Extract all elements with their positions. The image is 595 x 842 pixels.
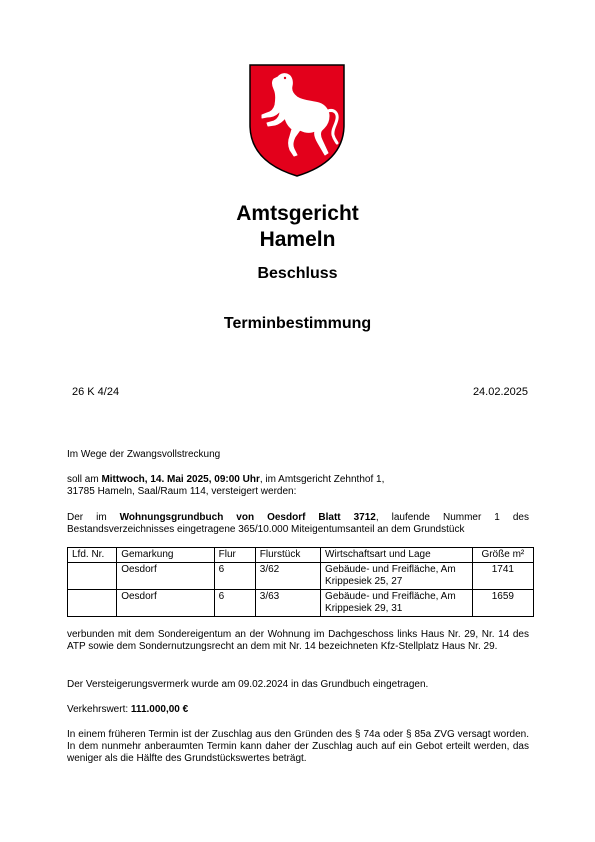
document-date: 24.02.2025 [472,386,528,398]
cell-district: Oesdorf [117,590,214,617]
col-header-parcel: Flurstück [255,548,320,563]
schedule-post: , im Amtsgericht Zehnthof 1, [259,474,385,485]
table-row [68,590,534,617]
cell-number [68,563,117,590]
property-register: Wohnungsgrundbuch von Oesdorf Blatt 3712 [119,512,376,523]
cell-number [68,590,117,617]
register-note: Der Versteigerungsvermerk wurde am 09.02.2024 in das Grundbuch eingetragen. [67,679,429,690]
court-name-line2: Hameln [259,228,336,251]
property-post: , laufende Nummer 1 des Bestandsverzeichnisses eingetragene 365/10.000 Miteigentumsanteil an dem Grundstück [67,512,529,535]
col-header-flur: Flur [214,548,255,563]
col-header-district: Gemarkung [117,548,214,563]
parcel-table [67,547,534,617]
cell-flur: 6 [214,563,255,590]
cell-usage: Gebäude- und Freifläche, Am Krippesiek 25, 27 [321,563,473,590]
property-pre: Der im [67,512,120,523]
cell-usage: Gebäude- und Freifläche, Am Krippesiek 29, 31 [321,590,473,617]
market-value-label: Verkehrswert: [67,704,131,715]
cell-size: 1659 [472,590,533,617]
cell-flur: 6 [214,590,255,617]
decision-title: Beschluss [257,265,338,282]
lower-saxony-horse-crest-icon [248,63,346,178]
cell-district: Oesdorf [117,563,214,590]
intro-text: Im Wege der Zwangsvollstreckung [67,449,221,460]
col-header-size: Größe m² [472,548,533,563]
court-name-line1: Amtsgericht [236,202,359,225]
market-value-line [67,704,529,716]
col-header-usage: Wirtschaftsart und Lage [321,548,473,563]
property-paragraph [67,512,529,536]
case-reference: 26 K 4/24 [72,386,120,398]
cell-parcel: 3/62 [255,563,320,590]
schedule-line2: 31785 Hameln, Saal/Raum 114, versteigert werden: [67,486,297,497]
special-ownership-text: verbunden mit dem Sondereigentum an der Wohnung im Dachgeschoss links Haus Nr. 29, Nr. 14 des ATP sowie dem Sondernutzungsrecht an dem mit Nr. 14 bezeichneten Kfz-Stellplatz Haus Nr. 29. [67,629,529,652]
table-header-row [68,548,534,563]
table-row [68,563,534,590]
col-header-number: Lfd. Nr. [68,548,117,563]
schedule-date: Mittwoch, 14. Mai 2025, 09:00 Uhr [101,474,260,485]
market-value: 111.000,00 € [130,704,189,715]
schedule-pre: soll am [67,474,102,485]
cell-size: 1741 [472,563,533,590]
earlier-term-text: In einem früheren Termin ist der Zuschlag aus den Gründen des § 74a oder § 85a ZVG versagt worden. In dem nunmehr anberaumten Termin kann daher der Zuschlag auch auf ein Gebot erteilt werden, das weniger als die Hälfte des Grundstückswertes beträgt. [67,729,529,764]
schedule-paragraph [67,474,529,498]
cell-parcel: 3/63 [255,590,320,617]
subject-title: Terminbestimmung [223,315,372,332]
